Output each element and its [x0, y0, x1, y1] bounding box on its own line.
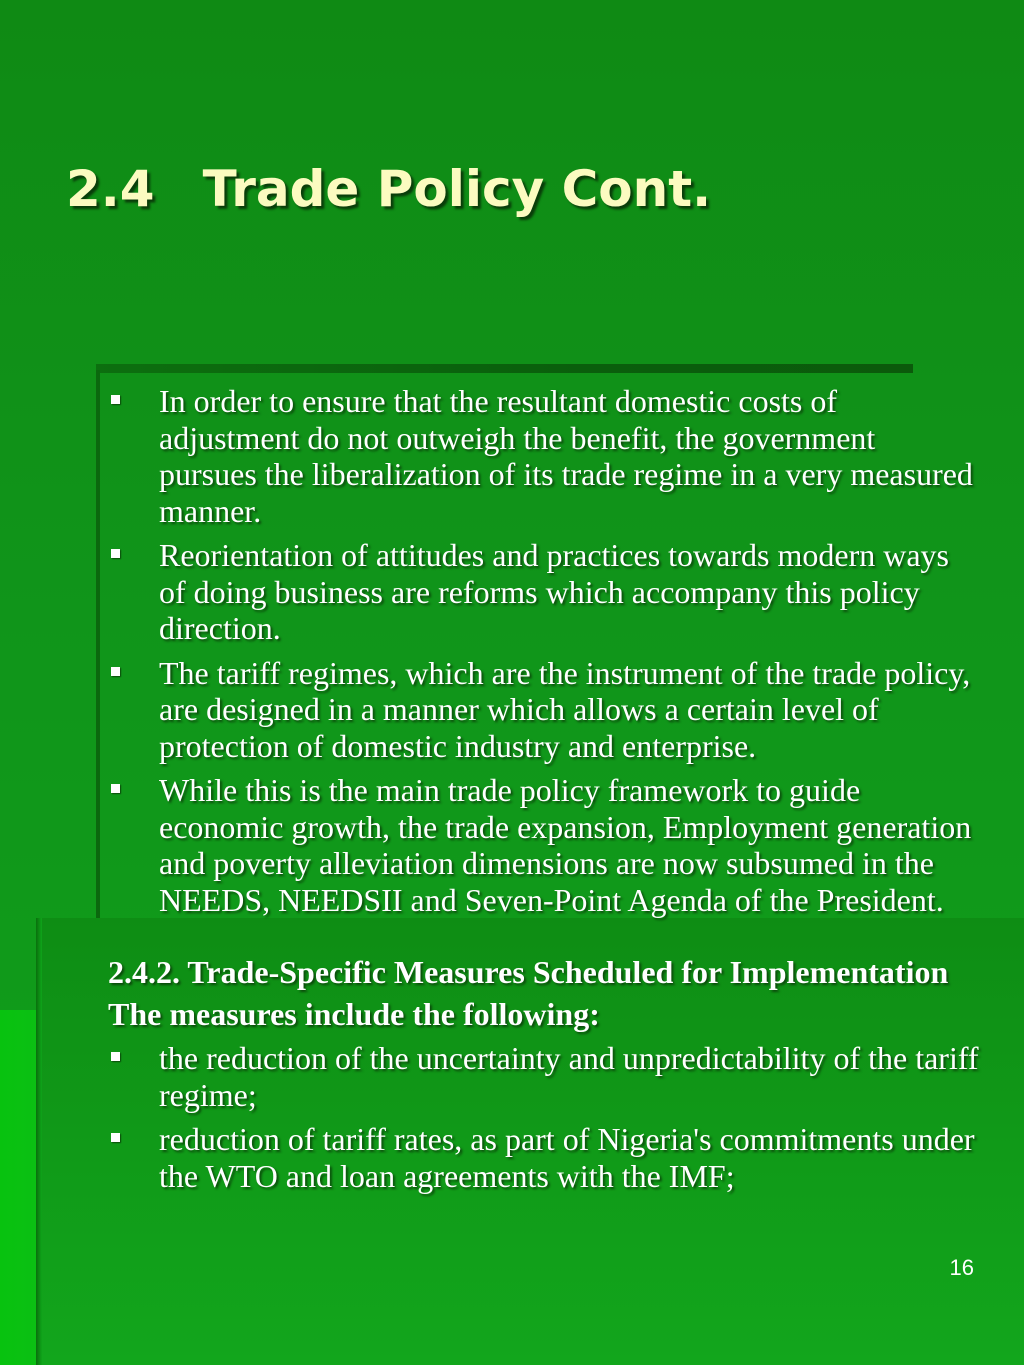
- list-item: [108, 383, 980, 529]
- bullet-text: the reduction of the uncertainty and unpredictability of the tariff regime;: [159, 1040, 979, 1113]
- title-text: Trade Policy Cont.: [202, 160, 712, 218]
- bullet-list-bottom: [108, 1040, 980, 1194]
- content-frame-top: [96, 364, 913, 373]
- left-accent-bar: [0, 1010, 36, 1365]
- square-bullet-icon: [111, 1133, 120, 1142]
- title-number: 2.4: [66, 160, 155, 218]
- measures-lead-line: The measures include the following:: [108, 995, 600, 1032]
- bullet-list-top: [108, 383, 980, 918]
- content-frame-left: [96, 370, 100, 930]
- slide-title: [66, 160, 711, 218]
- bullet-text: In order to ensure that the resultant domestic costs of adjustment do not outweigh the benefit, the government pursues the liberalization of its trade regime in a very measured manner.: [159, 383, 973, 529]
- bullet-text: The tariff regimes, which are the instrument of the trade policy, are designed in a manner which allows a certain level of protection of domestic industry and enterprise.: [159, 654, 971, 764]
- square-bullet-icon: [111, 549, 120, 558]
- section-heading: 2.4.2. Trade-Specific Measures Scheduled for Implementation: [108, 954, 949, 990]
- page-number: 16: [949, 1255, 974, 1280]
- lower-panel-edge: [36, 918, 42, 1365]
- square-bullet-icon: [111, 395, 120, 404]
- square-bullet-icon: [111, 667, 120, 676]
- bullet-text: While this is the main trade policy framework to guide economic growth, the trade expansion, Employment generation and poverty alleviation dimensions are now subsumed in the NEEDS, NEEDSII and Seven-Point Agenda of the President.: [159, 772, 972, 918]
- square-bullet-icon: [111, 784, 120, 793]
- bullet-text: reduction of tariff rates, as part of Nigeria's commitments under the WTO and loan agreements with the IMF;: [159, 1121, 975, 1194]
- slide-content: [108, 383, 980, 1202]
- list-item: [108, 655, 980, 765]
- list-item: [108, 1121, 980, 1194]
- list-item: [108, 1040, 980, 1113]
- bullet-text: Reorientation of attitudes and practices towards modern ways of doing business are reforms which accompany this policy direction.: [159, 537, 949, 646]
- list-item: [108, 772, 980, 918]
- list-item: [108, 537, 980, 647]
- square-bullet-icon: [111, 1052, 120, 1061]
